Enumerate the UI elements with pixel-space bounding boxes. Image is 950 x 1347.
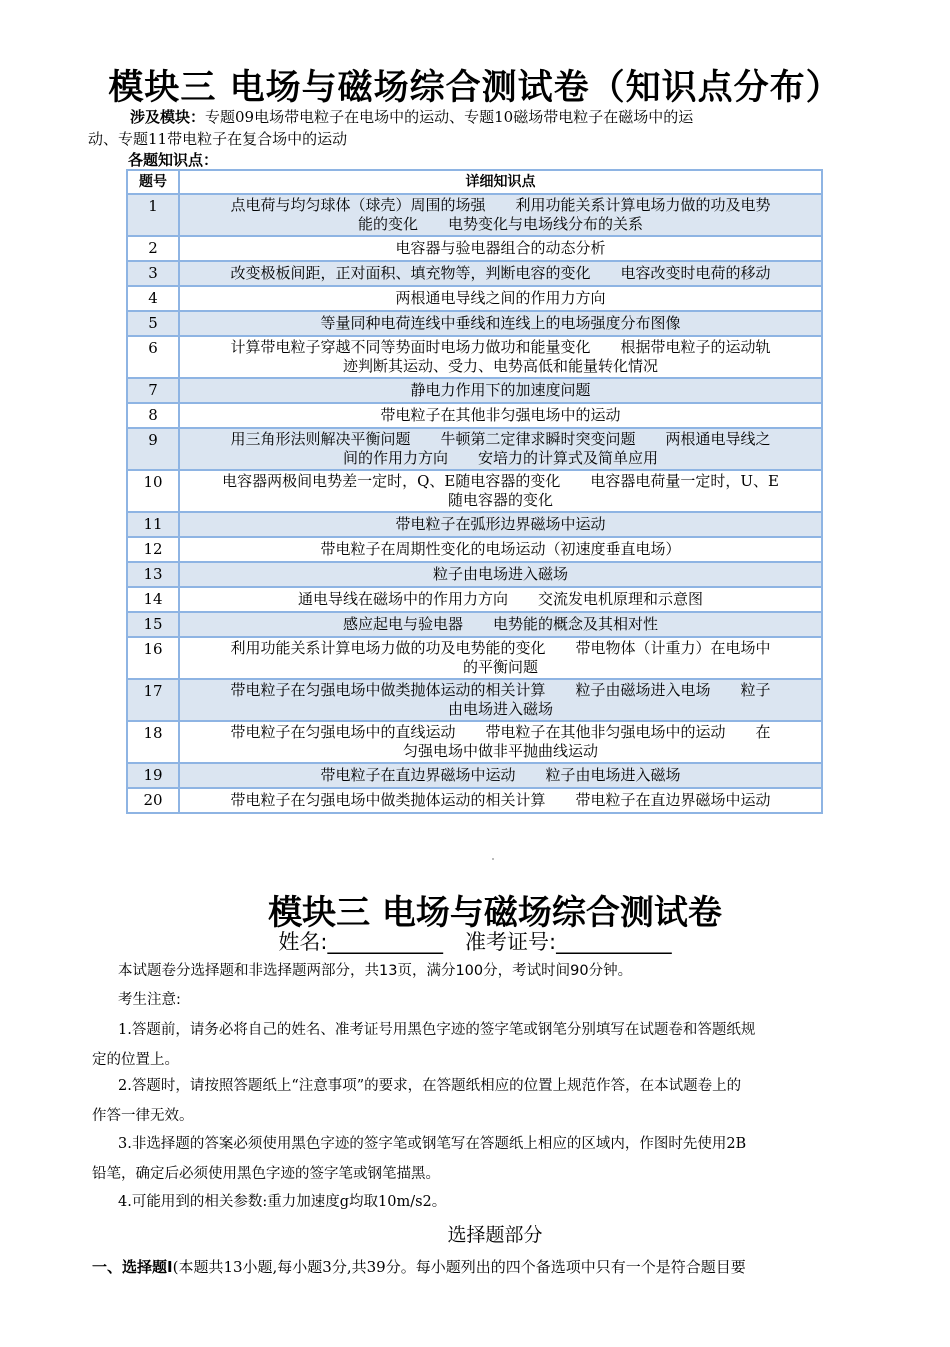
knowledge-line: 随电容器的变化 (447, 491, 553, 509)
knowledge-points (179, 261, 822, 286)
knowledge-points (179, 194, 822, 236)
knowledge-line: 带电粒子在直边界磁场中运动 粒子由电场进入磁场 (320, 766, 681, 784)
section-title: 选择题部分 (447, 1224, 543, 1246)
knowledge-points (179, 763, 822, 788)
question-number: 18 (127, 721, 179, 763)
knowledge-points (179, 311, 822, 336)
table-row (127, 236, 822, 261)
notice-1 (92, 1015, 862, 1075)
exam-title: 模块三 电场与磁场综合测试卷 (268, 893, 722, 933)
question-number: 10 (127, 470, 179, 512)
table-body (127, 194, 822, 813)
question-number: 9 (127, 428, 179, 470)
question-section-1 (92, 1256, 882, 1277)
question-heading: 一、选择题Ⅰ (92, 1258, 173, 1276)
table-row (127, 587, 822, 612)
table-row (127, 637, 822, 679)
knowledge-line: 带电粒子在周期性变化的电场运动（初速度垂直电场） (320, 540, 681, 558)
question-number: 6 (127, 336, 179, 378)
knowledge-line: 的平衡问题 (462, 658, 538, 676)
knowledge-label: 各题知识点： (128, 151, 219, 169)
knowledge-line: 由电场进入磁场 (447, 700, 553, 718)
knowledge-line: 匀强电场中做非平抛曲线运动 (402, 742, 598, 760)
table-row (127, 428, 822, 470)
knowledge-line: 通电导线在磁场中的作用力方向 交流发电机原理和示意图 (297, 590, 703, 608)
question-number: 11 (127, 512, 179, 537)
notice-4: 4.可能用到的相关参数:重力加速度g均取10m/s2。 (118, 1194, 447, 1210)
knowledge-points (179, 428, 822, 470)
table-row (127, 470, 822, 512)
modules-text-1: 专题09电场带电粒子在电场中的运动、专题10磁场带电粒子在磁场中的运 (205, 108, 694, 126)
question-number: 13 (127, 562, 179, 587)
notice-title: 考生注意: (118, 992, 181, 1008)
knowledge-line: 电容器两极间电势差一定时，Q、E随电容器的变化 电容器电荷量一定时，U、E (222, 472, 779, 490)
knowledge-line: 带电粒子在其他非匀强电场中的运动 (380, 406, 621, 424)
stray-mark (492, 858, 494, 860)
question-number: 16 (127, 637, 179, 679)
table-row (127, 721, 822, 763)
question-number: 7 (127, 378, 179, 403)
knowledge-line: 电容器与验电器组合的动态分析 (395, 239, 606, 257)
question-number: 3 (127, 261, 179, 286)
knowledge-points (179, 403, 822, 428)
question-number: 4 (127, 286, 179, 311)
knowledge-points (179, 336, 822, 378)
knowledge-points (179, 788, 822, 813)
question-number: 17 (127, 679, 179, 721)
knowledge-points (179, 679, 822, 721)
question-number: 20 (127, 788, 179, 813)
notice-2 (92, 1071, 862, 1131)
knowledge-line: 等量同种电荷连线中垂线和连线上的电场强度分布图像 (320, 314, 681, 332)
notice-2-line-2: 作答一律无效。 (92, 1108, 194, 1124)
knowledge-line: 两根通电导线之间的作用力方向 (395, 289, 606, 307)
knowledge-points (179, 587, 822, 612)
table-row (127, 612, 822, 637)
modules-label: 涉及模块： (130, 108, 206, 126)
exam-intro: 本试题卷分选择题和非选择题两部分，共13页，满分100分，考试时间90分钟。 (118, 963, 633, 979)
knowledge-points (179, 562, 822, 587)
column-header-detail: 详细知识点 (179, 170, 822, 194)
exam-id-field-label: 准考证号:___________ (465, 930, 672, 954)
question-number: 2 (127, 236, 179, 261)
knowledge-points (179, 286, 822, 311)
table-row (127, 194, 822, 236)
question-number: 5 (127, 311, 179, 336)
table-row (127, 403, 822, 428)
modules-description (88, 106, 858, 150)
knowledge-points (179, 512, 822, 537)
name-row (0, 926, 950, 956)
knowledge-line: 用三角形法则解决平衡问题 牛顿第二定律求瞬时突变问题 两根通电导线之 (230, 430, 771, 448)
modules-line-2: 动、专题11带电粒子在复合场中的运动 (88, 130, 348, 148)
question-number: 14 (127, 587, 179, 612)
modules-line-1 (88, 106, 858, 128)
question-number: 12 (127, 537, 179, 562)
knowledge-line: 静电力作用下的加速度问题 (410, 381, 591, 399)
knowledge-line: 间的作用力方向 安培力的计算式及简单应用 (342, 449, 658, 467)
knowledge-points (179, 721, 822, 763)
knowledge-points (179, 537, 822, 562)
knowledge-points (179, 637, 822, 679)
table-row (127, 679, 822, 721)
table-header-row (127, 170, 822, 194)
knowledge-points (179, 236, 822, 261)
question-number: 15 (127, 612, 179, 637)
table-row (127, 788, 822, 813)
table-row (127, 311, 822, 336)
question-number: 8 (127, 403, 179, 428)
question-number: 1 (127, 194, 179, 236)
notice-2-line-1: 2.答题时，请按照答题纸上“注意事项”的要求，在答题纸相应的位置上规范作答，在本试题卷上的 (118, 1078, 742, 1094)
knowledge-line: 改变极板间距，正对面积、填充物等，判断电容的变化 电容改变时电荷的移动 (230, 264, 771, 282)
knowledge-points (179, 612, 822, 637)
knowledge-line: 带电粒子在匀强电场中做类抛体运动的相关计算 带电粒子在直边界磁场中运动 (230, 791, 771, 809)
notice-1-line-1: 1.答题前，请务必将自己的姓名、准考证号用黑色字迹的签字笔或钢笔分别填写在试题卷和答题纸规 (118, 1022, 756, 1038)
knowledge-line: 粒子由电场进入磁场 (432, 565, 568, 583)
table-row (127, 537, 822, 562)
knowledge-line: 带电粒子在匀强电场中的直线运动 带电粒子在其他非匀强电场中的运动 在 (230, 723, 771, 741)
table-row (127, 562, 822, 587)
knowledge-line: 感应起电与验电器 电势能的概念及其相对性 (342, 615, 658, 633)
name-field-label: 姓名:___________ (278, 930, 443, 954)
notice-1-line-2: 定的位置上。 (92, 1052, 179, 1068)
knowledge-line: 计算带电粒子穿越不同等势面时电场力做功和能量变化 根据带电粒子的运动轨 (230, 338, 771, 356)
table-row (127, 261, 822, 286)
table-row (127, 512, 822, 537)
notice-3 (92, 1129, 862, 1189)
question-number: 19 (127, 763, 179, 788)
table-row (127, 336, 822, 378)
knowledge-points (179, 378, 822, 403)
table-row (127, 378, 822, 403)
knowledge-line: 带电粒子在匀强电场中做类抛体运动的相关计算 粒子由磁场进入电场 粒子 (230, 681, 771, 699)
knowledge-line: 迹判断其运动、受力、电势高低和能量转化情况 (342, 357, 658, 375)
knowledge-line: 能的变化 电势变化与电场线分布的关系 (357, 215, 643, 233)
table-row (127, 763, 822, 788)
notice-3-line-1: 3.非选择题的答案必须使用黑色字迹的签字笔或钢笔写在答题纸上相应的区域内，作图时先使用2B (118, 1136, 747, 1152)
knowledge-line: 点电荷与均匀球体（球壳）周围的场强 利用功能关系计算电场力做的功及电势 (230, 196, 771, 214)
knowledge-points (179, 470, 822, 512)
column-header-number: 题号 (127, 170, 179, 194)
question-instructions: (本题共13小题,每小题3分,共39分。每小题列出的四个备选项中只有一个是符合题目要 (172, 1258, 746, 1276)
notice-3-line-2: 铅笔，确定后必须使用黑色字迹的签字笔或钢笔描黑。 (92, 1166, 440, 1182)
table-row (127, 286, 822, 311)
knowledge-line: 利用功能关系计算电场力做的功及电势能的变化 带电物体（计重力）在电场中 (230, 639, 771, 657)
page-title: 模块三 电场与磁场综合测试卷（知识点分布） (108, 68, 842, 108)
knowledge-table (126, 169, 823, 814)
knowledge-line: 带电粒子在弧形边界磁场中运动 (395, 515, 606, 533)
